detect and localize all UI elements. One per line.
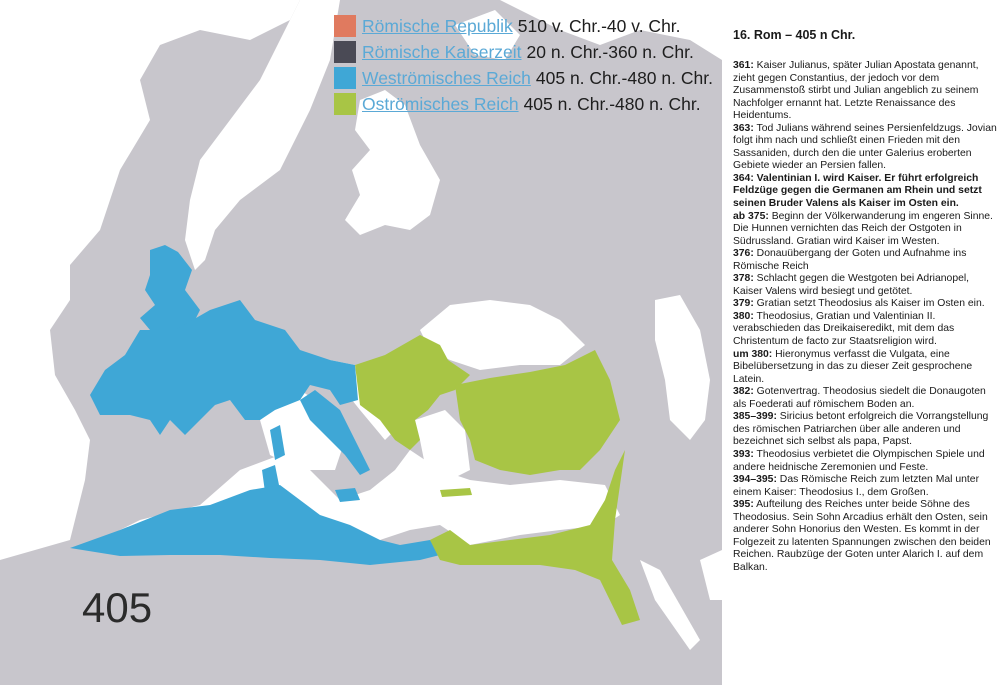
timeline-entry: [733, 60, 998, 123]
legend-link[interactable]: Weströmisches Reich: [362, 67, 531, 88]
entry-year: 394–395:: [733, 474, 777, 486]
legend-swatch: [334, 15, 356, 37]
entry-text: Gotenvertrag. Theodosius siedelt die Donaugoten als Foederati auf römischem Boden an.: [733, 386, 986, 410]
timeline-entry: [733, 449, 998, 474]
legend-item: [334, 40, 713, 64]
entry-text: Aufteilung des Reiches unter beide Söhne des Theodosius. Sein Sohn Arcadius erhält den Osten, sein anderer Sohn Honorius den Westen. Es kommt in der Folgezeit zu latenten Spannungen zwischen den beiden Reichen. Raubzüge der Goten unter Alarich I. auf dem Balkan.: [733, 499, 991, 573]
year-label: 405: [82, 584, 153, 631]
legend-swatch: [334, 41, 356, 63]
entry-year: 395:: [733, 499, 754, 511]
timeline-entry: [733, 499, 998, 574]
entry-text: Theodosius, Gratian und Valentinian II. verabschieden das Dreikaiseredikt, mit dem das Christentum de facto zur Staatsreligion wird.: [733, 310, 955, 348]
timeline-entry: [733, 211, 998, 249]
entry-year: 379:: [733, 298, 754, 310]
timeline-entry: [733, 386, 998, 411]
timeline-entries: [733, 60, 998, 574]
entry-text: Gratian setzt Theodosius als Kaiser im Osten ein.: [753, 298, 985, 310]
legend-dates: 20 n. Chr.-360 n. Chr.: [526, 41, 694, 62]
legend: [334, 14, 713, 118]
timeline-entry: [733, 311, 998, 349]
entry-text: Theodosius verbietet die Olympischen Spiele und andere heidnische Zeremonien und Feste.: [733, 448, 985, 473]
entry-year: 364:: [733, 172, 754, 184]
timeline-entry: [733, 273, 998, 298]
entry-year: 376:: [733, 248, 754, 260]
timeline-entry: [733, 173, 998, 211]
timeline-entry: [733, 349, 998, 387]
legend-swatch: [334, 93, 356, 115]
legend-dates: 405 n. Chr.-480 n. Chr.: [523, 93, 701, 114]
entry-text: Valentinian I. wird Kaiser. Er führt erfolgreich Feldzüge gegen die Germanen am Rhein und setzt seinen Bruder Valens als Kaiser im Osten ein.: [733, 172, 982, 210]
legend-item: [334, 66, 713, 90]
entry-year: 380:: [733, 310, 754, 322]
legend-link[interactable]: Römische Kaiserzeit: [362, 41, 522, 62]
legend-item: [334, 14, 713, 38]
entry-text: Schlacht gegen die Westgoten bei Adrianopel, Kaiser Valens wird besiegt und getötet.: [733, 273, 970, 297]
entry-text: Das Römische Reich zum letzten Mal unter einem Kaiser: Theodosius I., dem Großen.: [733, 474, 980, 498]
entry-year: 385–399:: [733, 411, 777, 423]
timeline-entry: [733, 474, 998, 499]
timeline-entry: [733, 298, 998, 311]
entry-text: Hieronymus verfasst die Vulgata, eine Bibelübersetzung in das zu dieser Zeit gesprochene Latein.: [733, 348, 973, 385]
timeline-entry: [733, 411, 998, 449]
panel-title: 16. Rom – 405 n Chr.: [733, 28, 856, 42]
entry-year: 361:: [733, 60, 754, 71]
entry-text: Beginn der Völkerwanderung im engeren Sinne. Die Hunnen vernichten das Reich der Ostgoten in Südrussland. Gratian wird Kaiser im Westen.: [733, 210, 993, 247]
entry-year: 363:: [733, 122, 754, 134]
legend-dates: 405 n. Chr.-480 n. Chr.: [535, 67, 713, 88]
legend-link[interactable]: Oströmisches Reich: [362, 93, 519, 114]
entry-year: 382:: [733, 386, 754, 398]
entry-year: um 380:: [733, 348, 773, 360]
entry-text: Kaiser Julianus, später Julian Apostata genannt, zieht gegen Constantius, der jedoch vor dem Zusammenstoß stirbt und Julian angeblich zu seinem Nachfolger ernannt hat. Letzte Renaissance des Heidentums.: [733, 60, 979, 122]
timeline-panel: [733, 28, 998, 574]
entry-text: Siricius betont erfolgreich die Vorrangstellung des römischen Patriarchen über alle anderen und bezeichnet sich selbst als papa, Papst.: [733, 411, 989, 448]
entry-year: 393:: [733, 448, 754, 460]
legend-link[interactable]: Römische Republik: [362, 15, 513, 36]
entry-year: ab 375:: [733, 210, 769, 222]
legend-dates: 510 v. Chr.-40 v. Chr.: [517, 15, 681, 36]
legend-item: [334, 92, 713, 116]
entry-text: Tod Julians während seines Persienfeldzugs. Jovian folgt ihm nach und schließt einen Frieden mit den Sassaniden, durch den die unter Galerius eroberten Gebiete wieder an Persien fallen.: [733, 122, 997, 172]
timeline-entry: [733, 248, 998, 273]
entry-text: Donauübergang der Goten und Aufnahme ins Römische Reich: [733, 248, 967, 272]
entry-year: 378:: [733, 273, 754, 285]
legend-swatch: [334, 67, 356, 89]
timeline-entry: [733, 123, 998, 173]
